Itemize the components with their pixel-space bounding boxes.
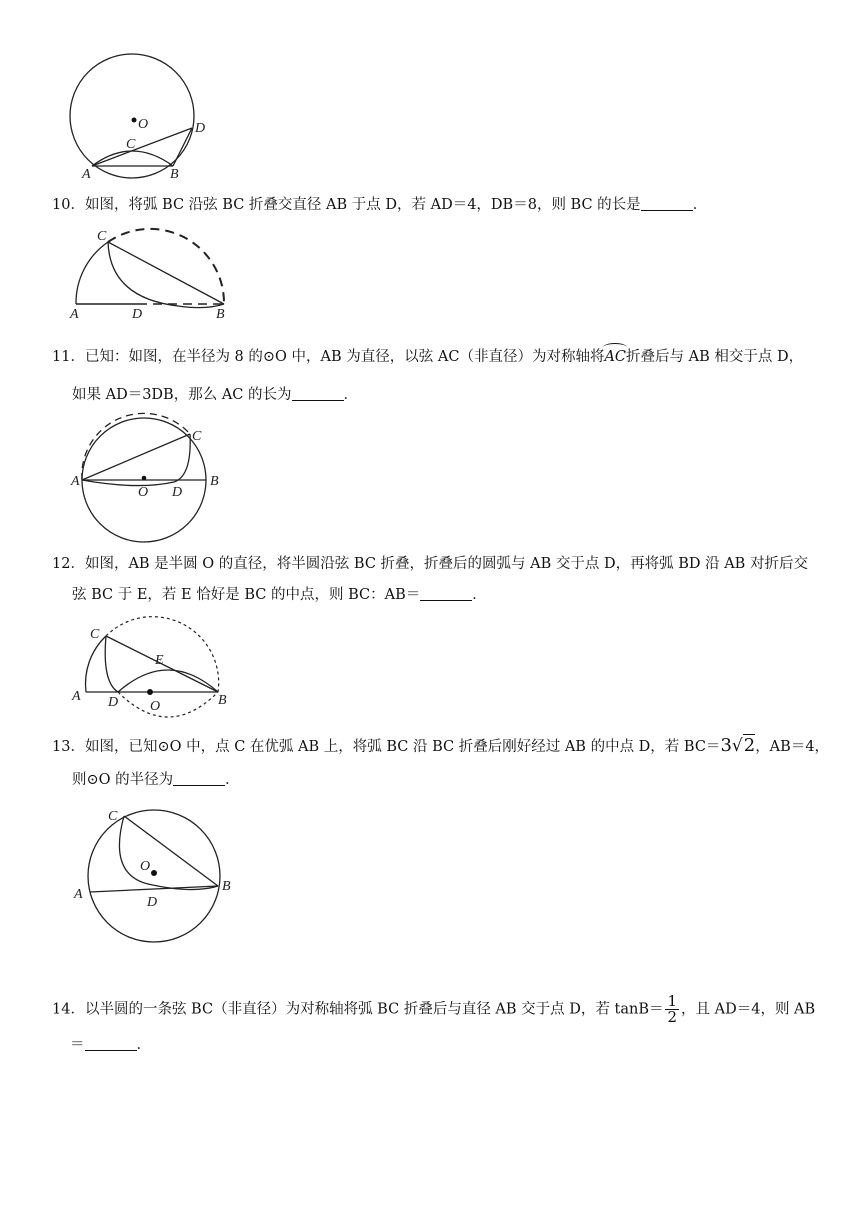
arc-ac-label: AC bbox=[604, 349, 627, 365]
question-14-text-1b: ，且 AD＝4，则 AB bbox=[681, 1001, 816, 1018]
answer-blank bbox=[173, 771, 225, 786]
question-12-text-1: 12．如图，AB 是半圆 O 的直径，将半圆沿弦 BC 折叠，折叠后的圆弧与 AB 交于点 D，再将弧 BD 沿 AB 对折后交 bbox=[52, 556, 808, 572]
label-b: B bbox=[222, 879, 231, 894]
answer-blank bbox=[641, 196, 693, 211]
label-o: O bbox=[138, 485, 149, 500]
label-d: D bbox=[172, 485, 183, 500]
answer-blank bbox=[420, 586, 472, 601]
figure-q10-svg bbox=[66, 226, 236, 326]
question-14-text-1a: 14．以半圆的一条弦 BC（非直径）为对称轴将弧 BC 折叠后与直径 AB 交于点 D，若 tanB＝ bbox=[52, 1001, 664, 1018]
answer-blank bbox=[292, 386, 344, 401]
question-11-text-1b: 折叠后与 AB 相交于点 D， bbox=[626, 349, 804, 365]
question-13-text-1a: 13．如图，已知⊙O 中，点 C 在优弧 AB 上，将弧 BC 沿 BC 折叠后刚好经过 AB 的中点 D，若 BC＝ bbox=[52, 739, 721, 755]
fraction-numerator: 1 bbox=[667, 992, 678, 1010]
fraction-denominator: 2 bbox=[667, 1008, 678, 1026]
figure-q13 bbox=[72, 800, 242, 950]
label-c: C bbox=[126, 137, 136, 152]
label-c: C bbox=[97, 229, 107, 244]
question-10-text: 10．如图，将弧 BC 沿弦 BC 折叠交直径 AB 于点 D，若 AD＝4，DB＝8，则 BC 的长是 bbox=[52, 197, 641, 213]
fraction bbox=[665, 994, 679, 1025]
question-13-text-2: 则⊙O 的半径为 bbox=[72, 772, 174, 788]
figure-q12-svg bbox=[68, 622, 238, 722]
arc-ac bbox=[604, 348, 626, 367]
question-14-text-2: ＝ bbox=[70, 1037, 85, 1053]
label-c: C bbox=[192, 429, 202, 444]
sqrt-coefficient: 3 bbox=[720, 735, 732, 756]
label-e: E bbox=[155, 653, 164, 668]
label-d: D bbox=[108, 695, 119, 710]
figure-q11-svg bbox=[68, 420, 238, 550]
arc-mark bbox=[603, 343, 627, 352]
punct: ． bbox=[692, 197, 708, 213]
sqrt-expression bbox=[720, 735, 755, 756]
punct: ． bbox=[225, 772, 240, 788]
label-o: O bbox=[140, 859, 151, 874]
label-a: A bbox=[71, 474, 80, 489]
label-b: B bbox=[218, 693, 227, 708]
figure-q11 bbox=[68, 420, 238, 550]
question-11-text-2: 如果 AD＝3DB，那么 AC 的长为 bbox=[72, 387, 292, 403]
question-12 bbox=[52, 555, 822, 605]
label-o: O bbox=[150, 699, 161, 714]
label-a: A bbox=[74, 887, 83, 902]
label-a: A bbox=[82, 167, 91, 182]
label-a: A bbox=[72, 689, 81, 704]
label-a: A bbox=[70, 307, 79, 322]
label-d: D bbox=[195, 121, 206, 136]
label-c: C bbox=[90, 627, 100, 642]
question-13 bbox=[52, 735, 830, 790]
label-d: D bbox=[132, 307, 143, 322]
figure-q9-svg bbox=[62, 52, 222, 182]
question-10 bbox=[52, 196, 822, 215]
sqrt-radicand: 2 bbox=[743, 735, 756, 756]
question-13-text-1b: ，AB＝4， bbox=[755, 739, 830, 755]
sqrt-sign: √ bbox=[731, 736, 743, 756]
punct: ． bbox=[136, 1037, 151, 1053]
punct: ． bbox=[472, 587, 487, 603]
question-14 bbox=[52, 994, 822, 1055]
answer-blank bbox=[85, 1036, 137, 1051]
figure-q10 bbox=[66, 226, 236, 326]
label-o: O bbox=[138, 117, 149, 132]
label-c: C bbox=[108, 809, 118, 824]
label-d: D bbox=[147, 895, 158, 910]
label-b: B bbox=[210, 474, 219, 489]
label-b: B bbox=[216, 307, 225, 322]
figure-q9 bbox=[62, 52, 222, 182]
figure-q13-svg bbox=[72, 800, 242, 950]
label-b: B bbox=[170, 167, 179, 182]
question-11-text-1a: 11．已知：如图，在半径为 8 的⊙O 中，AB 为直径，以弦 AC（非直径）为对称轴将 bbox=[52, 349, 605, 365]
punct: ． bbox=[343, 387, 358, 403]
figure-q12 bbox=[68, 622, 238, 722]
question-12-text-2: 弦 BC 于 E，若 E 恰好是 BC 的中点，则 BC：AB＝ bbox=[72, 587, 421, 603]
question-11 bbox=[52, 348, 822, 405]
